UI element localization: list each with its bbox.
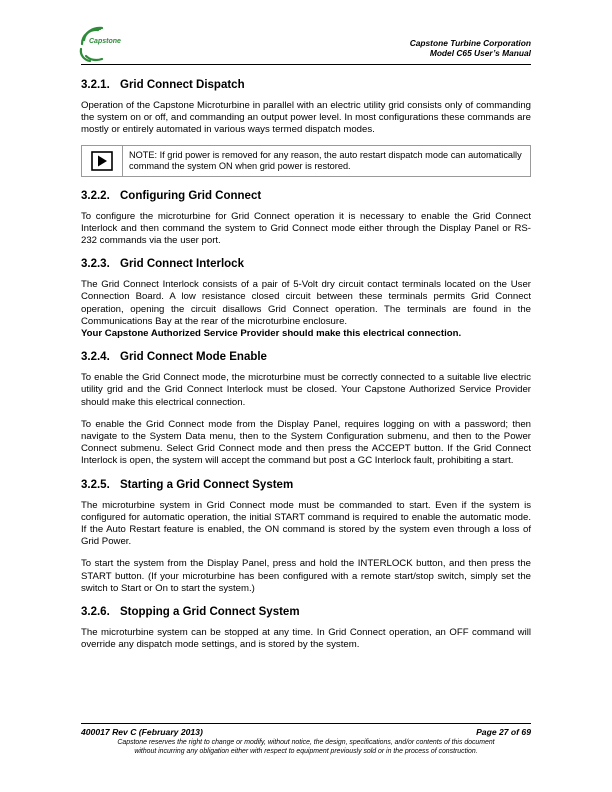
section-number: 3.2.1.	[81, 79, 110, 91]
section-title: Stopping a Grid Connect System	[120, 606, 300, 619]
section-heading	[81, 605, 531, 619]
note-icon-cell	[82, 146, 123, 176]
page-header	[410, 38, 531, 58]
section-heading	[81, 478, 531, 492]
document-revision: 400017 Rev C (February 2013)	[81, 727, 203, 737]
paragraph: To configure the microturbine for Grid Connect operation it is necessary to enable the Grid Connect Interlock and then command the system to Grid Connect mode either through the Display Panel or RS-232 commands via the user port.	[81, 210, 531, 247]
footer-divider	[81, 723, 531, 724]
section-heading	[81, 350, 531, 364]
section-title: Grid Connect Dispatch	[120, 79, 245, 91]
disclaimer-line: Capstone reserves the right to change or modify, without notice, the design, specifications, and/or contents of this document	[117, 739, 495, 746]
section-title: Configuring Grid Connect	[120, 189, 262, 202]
paragraph: The microturbine system can be stopped at any time. In Grid Connect operation, an OFF command will override any dispatch mode settings, and is stored by the system.	[81, 627, 531, 651]
section-heading	[81, 189, 531, 203]
section-title: Grid Connect Mode Enable	[120, 351, 267, 364]
play-arrow-icon	[91, 151, 113, 171]
section-number: 3.2.6.	[81, 606, 110, 619]
section-stopping-grid-connect	[81, 605, 531, 651]
section-number: 3.2.3.	[81, 258, 110, 271]
header-divider	[81, 64, 531, 65]
page-number: Page 27 of 69	[476, 727, 531, 737]
section-number: 3.2.5.	[81, 478, 110, 491]
section-configuring-grid-connect	[81, 189, 531, 248]
paragraph: The Grid Connect Interlock consists of a pair of 5-Volt dry circuit contact terminals located on the User Connection Board. A low resistance closed circuit between these terminals permits Grid Connect operation, opening the circuit disallows Grid Connect operation. The terminals are found in the Communications Bay at the rear of the microturbine enclosure.	[81, 279, 531, 327]
section-grid-connect-dispatch	[81, 78, 531, 177]
document-body	[81, 78, 531, 661]
paragraph: The microturbine system in Grid Connect mode must be commanded to start. Even if the system is configured for automatic operation, the initial START command is required to enable the automatic mode. If the Auto Restart feature is enabled, the ON command is stored by the system even through a loss of Grid Power.	[81, 499, 531, 548]
section-heading	[81, 257, 531, 271]
note-box	[81, 145, 531, 177]
note-text: NOTE: If grid power is removed for any reason, the auto restart dispatch mode can automatically command the system ON when grid power is restored.	[129, 149, 522, 172]
disclaimer-line: without incurring any obligation either with respect to equipment previously sold or in the process of construction.	[134, 748, 478, 755]
paragraph: To start the system from the Display Panel, press and hold the INTERLOCK button, and then press the START button. (If your microturbine has been configured with a remote start/stop switch, simply set the switch to Start or On to start the system.)	[81, 558, 531, 594]
bold-paragraph: Your Capstone Authorized Service Provider should make this electrical connection.	[81, 328, 462, 340]
section-title: Grid Connect Interlock	[120, 258, 244, 271]
section-number: 3.2.4.	[81, 351, 110, 364]
section-title: Starting a Grid Connect System	[120, 478, 294, 491]
section-starting-grid-connect	[81, 478, 531, 595]
paragraph: To enable the Grid Connect mode, the microturbine must be correctly connected to a suitable live electric utility grid and the Grid Connect Interlock must be closed. Your Capstone Authorized Service Provider should make this electrical connection.	[81, 372, 531, 408]
manual-title: Model C65 User’s Manual	[429, 48, 531, 58]
section-number: 3.2.2.	[81, 189, 110, 202]
paragraph: Operation of the Capstone Microturbine in parallel with an electric utility grid consists only of commanding the system on or off, and commanding an output power level. In most configurations these commands are mostly or entirely automated in various ways termed dispatch modes.	[81, 100, 531, 136]
section-heading	[81, 78, 531, 92]
section-grid-connect-interlock	[81, 257, 531, 340]
paragraph: To enable the Grid Connect mode from the Display Panel, requires logging on with a password; then navigate to the System Data menu, then to the System Configuration submenu, and then to the Power Connect submenu. Select Grid Connect mode and then press the ACCEPT button. If the Grid Connect Interlock is open, the system will accept the command but post a GC Interlock fault, prohibiting a start.	[81, 418, 531, 467]
section-grid-connect-mode-enable	[81, 350, 531, 467]
company-name: Capstone Turbine Corporation	[409, 38, 531, 48]
logo-wordmark: Capstone	[89, 38, 121, 45]
footer-disclaimer	[81, 738, 531, 756]
